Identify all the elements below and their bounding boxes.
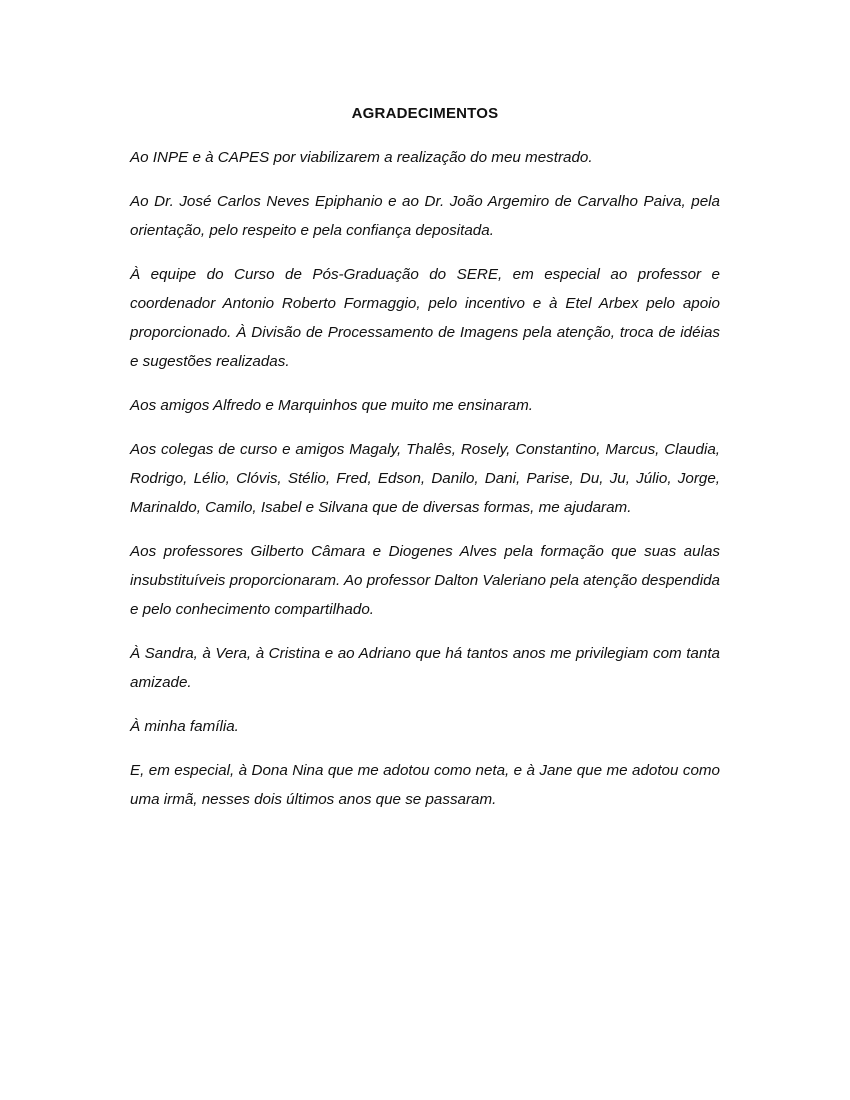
paragraph-special-thanks: E, em especial, à Dona Nina que me adotou como neta, e à Jane que me adotou como uma irmã, nesses dois últimos anos que se passaram.: [130, 762, 720, 808]
paragraph-professors: Aos professores Gilberto Câmara e Diogenes Alves pela formação que suas aulas insubstituíveis proporcionaram. Ao professor Dalton Valeriano pela atenção despendida e pelo conhecimento compartilhado.: [130, 543, 720, 618]
paragraph-friends: Aos amigos Alfredo e Marquinhos que muito me ensinaram.: [130, 397, 533, 414]
paragraph-family: À minha família.: [130, 718, 239, 735]
paragraph-close-friends: À Sandra, à Vera, à Cristina e ao Adriano que há tantos anos me privilegiam com tanta amizade.: [130, 645, 720, 691]
paragraph-colleagues: Aos colegas de curso e amigos Magaly, Thalês, Rosely, Constantino, Marcus, Claudia, Rodrigo, Lélio, Clóvis, Stélio, Fred, Edson, Danilo, Dani, Parise, Du, Ju, Júlio, Jorge, Marinaldo, Camilo, Isabel e Silvana que de diversas formas, me ajudaram.: [130, 441, 720, 516]
document-page: [130, 100, 720, 829]
page-title: AGRADECIMENTOS: [351, 105, 499, 122]
paragraph-sere-team: À equipe do Curso de Pós-Graduação do SERE, em especial ao professor e coordenador Antonio Roberto Formaggio, pelo incentivo e à Etel Arbex pelo apoio proporcionado. À Divisão de Processamento de Imagens pela atenção, troca de idéias e sugestões realizadas.: [130, 266, 720, 370]
paragraph-advisors: Ao Dr. José Carlos Neves Epiphanio e ao Dr. João Argemiro de Carvalho Paiva, pela orientação, pelo respeito e pela confiança depositada.: [130, 193, 720, 239]
paragraph-inpe-capes: Ao INPE e à CAPES por viabilizarem a realização do meu mestrado.: [130, 149, 593, 166]
